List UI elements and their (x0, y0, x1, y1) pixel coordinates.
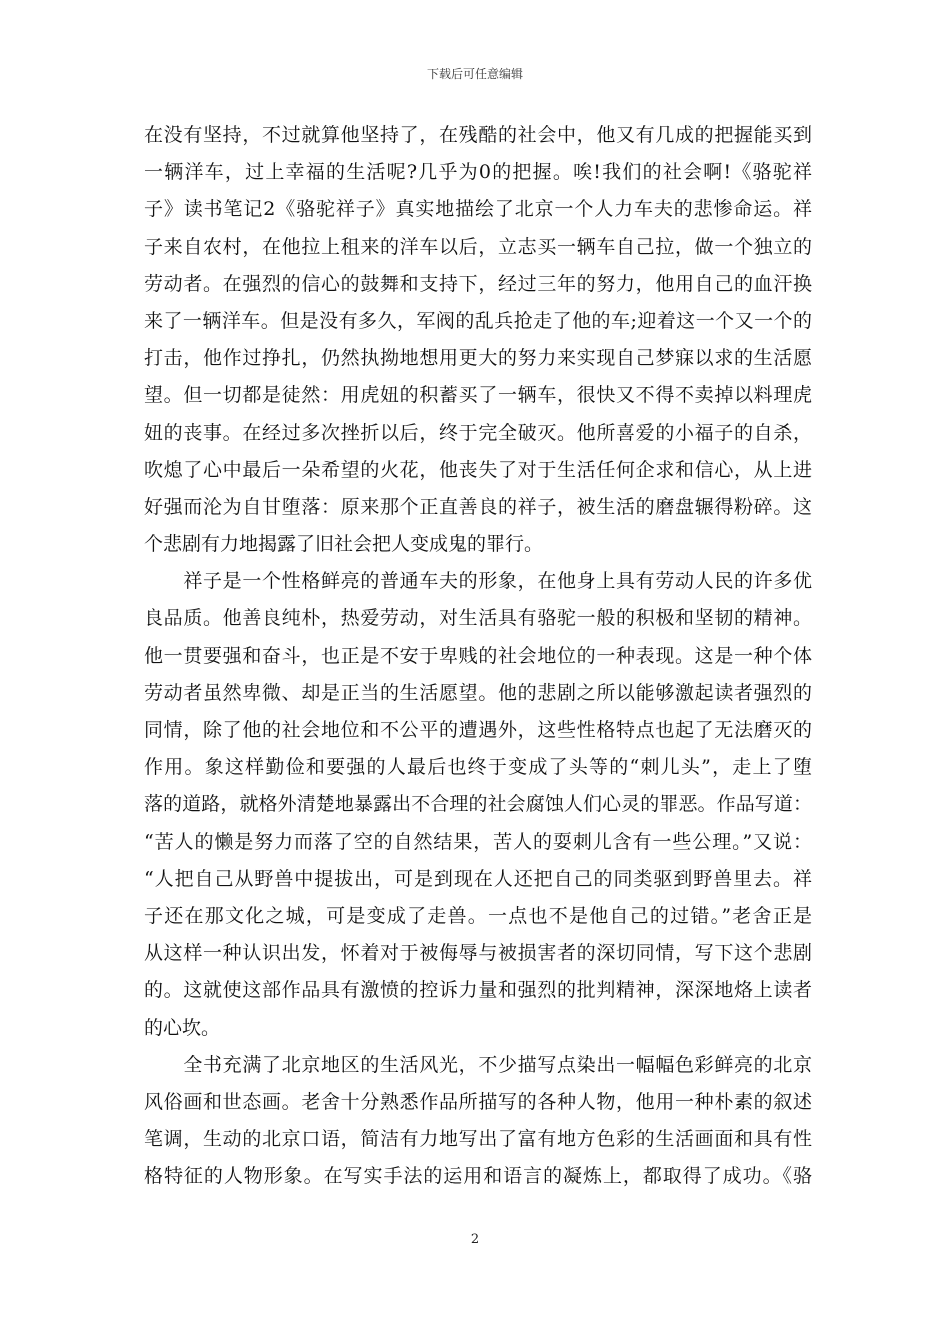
page-header: 下载后可任意编辑 (426, 67, 523, 81)
text-line: 祥子是一个性格鲜亮的普通车夫的形象，在他身上具有劳动人民的许多优 (144, 570, 812, 593)
text-line: 全书充满了北京地区的生活风光，不少描写点染出一幅幅色彩鲜亮的北京 (144, 1053, 812, 1076)
text-line: 他一贯要强和奋斗，也正是不安于卑贱的社会地位的一种表现。这是一种个体 (144, 644, 812, 667)
page-number: 2 (470, 1232, 480, 1247)
text-line: 好强而沦为自甘堕落：原来那个正直善良的祥子，被生活的磨盘辗得粉碎。这 (144, 495, 812, 518)
text-line: 劳动者虽然卑微、却是正当的生活愿望。他的悲剧之所以能够激起读者强烈的 (144, 681, 812, 704)
text-line: 子》读书笔记2《骆驼祥子》真实地描绘了北京一个人力车夫的悲惨命运。祥 (144, 198, 812, 221)
text-line: 一辆洋车，过上幸福的生活呢?几乎为0的把握。唉!我们的社会啊!《骆驼祥 (144, 161, 812, 184)
text-line: 在没有坚持，不过就算他坚持了，在残酷的社会中，他又有几成的把握能买到 (144, 124, 812, 146)
text-line: 望。但一切都是徒然：用虎妞的积蓄买了一辆车，很快又不得不卖掉以料理虎 (144, 384, 812, 407)
text-line: 子来自农村，在他拉上租来的洋车以后，立志买一辆车自己拉，做一个独立的 (144, 235, 812, 258)
text-line: 风俗画和世态画。老舍十分熟悉作品所描写的各种人物，他用一种朴素的叙述 (144, 1090, 812, 1113)
text-line: 的。这就使这部作品具有激愤的控诉力量和强烈的批判精神，深深地烙上读者 (144, 979, 812, 1002)
text-line: 同情，除了他的社会地位和不公平的遭遇外，这些性格特点也起了无法磨灭的 (144, 719, 812, 741)
text-line: 落的道路，就格外清楚地暴露出不合理的社会腐蚀人们心灵的罪恶。作品写道： (144, 793, 812, 816)
body-text (144, 117, 812, 1195)
text-line: “苦人的懒是努力而落了空的自然结果，苦人的耍刺儿含有一些公理。”又说： (144, 830, 812, 853)
text-line: 作用。象这样勤俭和要强的人最后也终于变成了头等的“刺儿头”，走上了堕 (144, 756, 812, 779)
paragraph-end-line: 个悲剧有力地揭露了旧社会把人变成鬼的罪行。 (144, 533, 544, 556)
paragraph-end-line: 的心坎。 (144, 1016, 221, 1039)
text-line: 妞的丧事。在经过多次挫折以后，终于完全破灭。他所喜爱的小福子的自杀， (144, 421, 812, 444)
text-line: 子还在那文化之城，可是变成了走兽。一点也不是他自己的过错。”老舍正是 (144, 904, 812, 927)
text-line: 笔调，生动的北京口语，简洁有力地写出了富有地方色彩的生活画面和具有性 (144, 1128, 812, 1151)
text-line: 从这样一种认识出发，怀着对于被侮辱与被损害者的深切同情，写下这个悲剧 (144, 942, 812, 965)
text-line: 打击，他作过挣扎，仍然执拗地想用更大的努力来实现自己梦寐以求的生活愿 (144, 347, 812, 370)
text-line: “人把自己从野兽中提拔出，可是到现在人还把自己的同类驱到野兽里去。祥 (144, 867, 812, 890)
text-line: 来了一辆洋车。但是没有多久，军阀的乱兵抢走了他的车;迎着这一个又一个的 (144, 309, 812, 332)
text-line: 良品质。他善良纯朴，热爱劳动，对生活具有骆驼一般的积极和坚韧的精神。 (144, 607, 812, 630)
text-line: 劳动者。在强烈的信心的鼓舞和支持下，经过三年的努力，他用自己的血汗换 (144, 272, 812, 295)
text-line: 吹熄了心中最后一朵希望的火花，他丧失了对于生活任何企求和信心，从上进 (144, 458, 812, 481)
text-line: 格特征的人物形象。在写实手法的运用和语言的凝炼上，都取得了成功。《骆 (144, 1165, 812, 1188)
